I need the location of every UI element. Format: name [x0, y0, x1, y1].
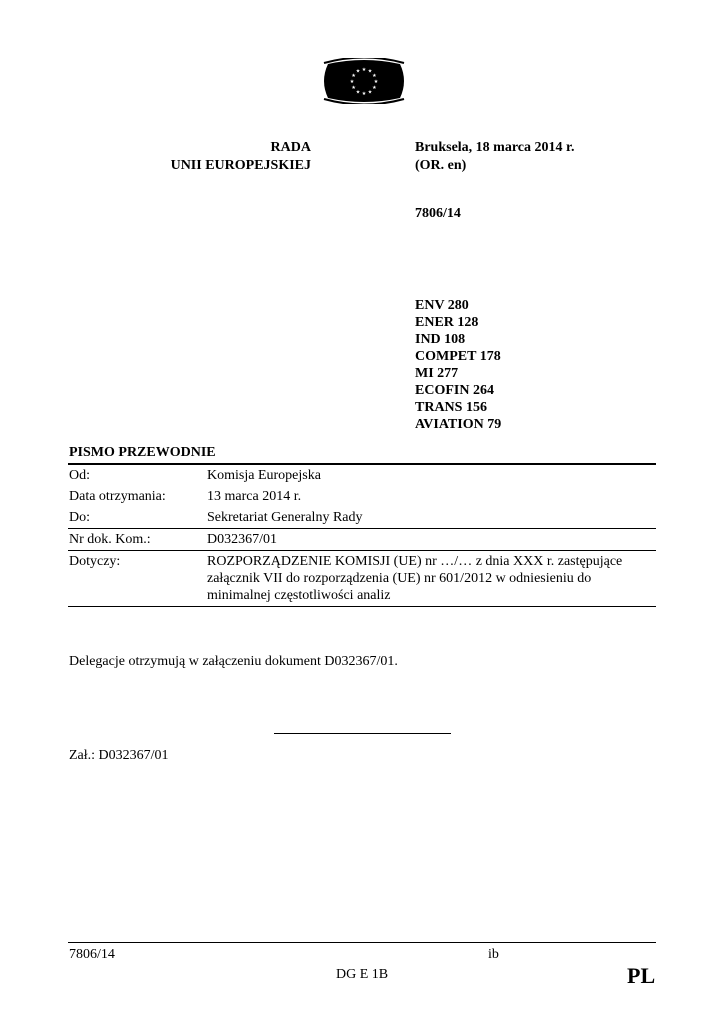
star-icon: ★ — [367, 69, 373, 75]
section-title: PISMO PRZEWODNIE — [69, 445, 216, 460]
attachment-note: Zał.: D032367/01 — [69, 748, 169, 763]
star-icon: ★ — [349, 80, 355, 85]
star-icon: ★ — [355, 90, 361, 96]
footer-rule — [68, 942, 656, 943]
star-icon: ★ — [355, 69, 361, 75]
row-label: Data otrzymania: — [69, 489, 166, 504]
row-value: D032367/01 — [206, 529, 656, 551]
interinstitutional-codes — [415, 297, 501, 433]
original-language: (OR. en) — [415, 158, 467, 173]
row-label: Od: — [68, 464, 206, 486]
row-label: Dotyczy: — [68, 551, 206, 607]
footer-language: PL — [627, 963, 656, 988]
council-line1: RADA — [270, 140, 311, 155]
code-item: MI 277 — [415, 366, 459, 381]
star-icon: ★ — [361, 92, 367, 97]
table-row — [68, 551, 656, 607]
table-row — [68, 529, 656, 551]
row-label: Do: — [69, 510, 90, 525]
star-icon: ★ — [373, 80, 379, 85]
star-icon: ★ — [351, 86, 356, 91]
council-name — [100, 139, 311, 175]
table-row — [68, 507, 656, 529]
document-number: 7806/14 — [415, 206, 461, 221]
council-line2: UNII EUROPEJSKIEJ — [170, 158, 311, 173]
code-item: ENV 280 — [415, 298, 469, 313]
code-item: IND 108 — [415, 332, 466, 347]
row-value: Sekretariat Generalny Rady — [207, 510, 363, 525]
row-label: Nr dok. Kom.: — [68, 529, 206, 551]
row-value: Komisja Europejska — [206, 464, 656, 486]
council-logo-icon — [320, 58, 408, 104]
footer-initials: ib — [488, 947, 499, 962]
row-value: 13 marca 2014 r. — [207, 489, 302, 504]
place-date: Bruksela, 18 marca 2014 r. — [415, 140, 575, 155]
date-block — [415, 139, 574, 175]
code-item: TRANS 156 — [415, 400, 487, 415]
code-item: COMPET 178 — [415, 349, 501, 364]
body-text: Delegacje otrzymują w załączeniu dokument D032367/01. — [69, 654, 398, 669]
code-item: AVIATION 79 — [415, 417, 502, 432]
footer-document-number: 7806/14 — [69, 947, 115, 962]
star-icon: ★ — [367, 90, 373, 96]
table-row — [68, 486, 656, 507]
transmittal-table — [68, 463, 656, 607]
row-value: ROZPORZĄDZENIE KOMISJI (UE) nr …/… z dnia XXX r. zastępujące załącznik VII do rozporządzenia (UE) nr 601/2012 w odniesieniu do minimalnej częstotliwości analiz — [206, 551, 656, 607]
code-item: ENER 128 — [415, 315, 479, 330]
table-row — [68, 464, 656, 486]
star-icon: ★ — [372, 74, 377, 79]
star-icon: ★ — [361, 68, 367, 73]
separator-line — [274, 733, 451, 734]
code-item: ECOFIN 264 — [415, 383, 494, 398]
footer-directorate: DG E 1B — [336, 967, 389, 982]
star-icon: ★ — [351, 74, 356, 79]
star-icon: ★ — [372, 86, 377, 91]
